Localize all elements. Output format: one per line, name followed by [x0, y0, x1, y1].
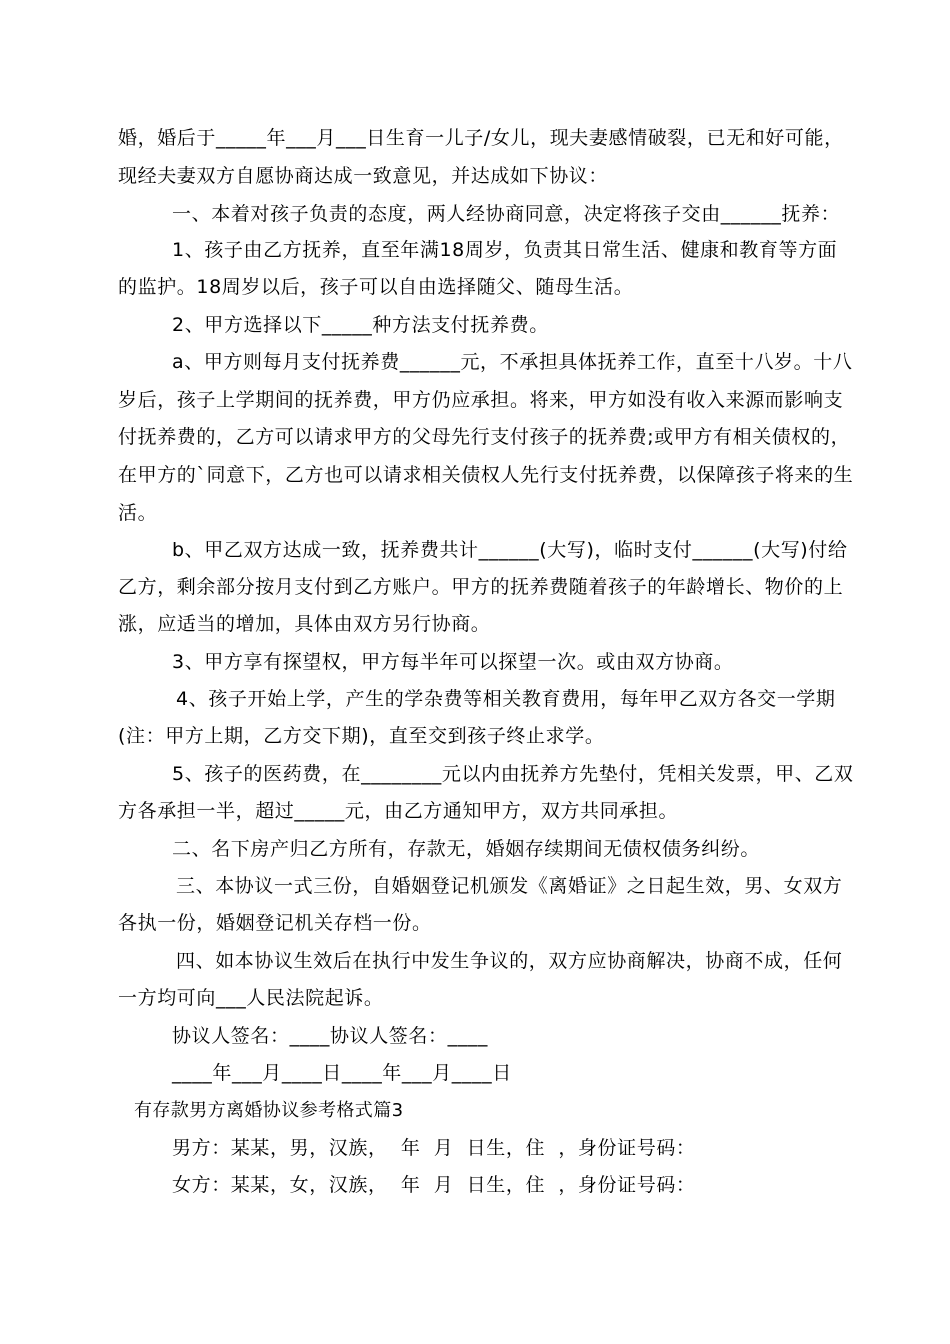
paragraph-line: 三、本协议一式三份，自婚姻登记机颁发《离婚证》之日起生效，男、女双方	[176, 875, 843, 897]
section-heading: 有存款男方离婚协议参考格式篇3	[134, 1100, 404, 1121]
paragraph-line: 现经夫妻双方自愿协商达成一致意见，并达成如下协议：	[118, 165, 609, 187]
paragraph-line: 1、孩子由乙方抚养，直至年满18周岁，负责其日常生活、健康和教育等方面	[172, 239, 838, 261]
paragraph-line: 付抚养费的，乙方可以请求甲方的父母先行支付孩子的抚养费;或甲方有相关债权的，	[118, 426, 851, 448]
paragraph-line: 涨，应适当的增加，具体由双方另行协商。	[118, 613, 491, 635]
paragraph-line: 各执一份，婚姻登记机关存档一份。	[118, 912, 432, 934]
party-line-female: 女方：某某，女，汉族， 年 月 日生，住 ，身份证号码：	[172, 1174, 696, 1196]
paragraph-line: (注：甲方上期，乙方交下期)，直至交到孩子终止求学。	[118, 725, 605, 747]
paragraph-line: 四、如本协议生效后在执行中发生争议的，双方应协商解决，协商不成，任何	[176, 950, 843, 972]
paragraph-line: 的监护。18周岁以后，孩子可以自由选择随父、随母生活。	[118, 276, 634, 298]
paragraph-line: 在甲方的`同意下，乙方也可以请求相关债权人先行支付抚养费，以保障孩子将来的生	[118, 464, 854, 486]
paragraph-line: 方各承担一半，超过_____元，由乙方通知甲方，双方共同承担。	[118, 800, 679, 822]
date-line: ____年___月____日____年___月____日	[172, 1062, 512, 1084]
paragraph-line: 婚，婚后于_____年___月___日生育一儿子/女儿，现夫妻感情破裂，已无和好可能，	[118, 127, 844, 149]
paragraph-line: 岁后，孩子上学期间的抚养费，甲方仍应承担。将来，甲方如没有收入来源而影响支	[118, 389, 844, 411]
paragraph-line: b、甲乙双方达成一致，抚养费共计______(大写)，临时支付______(大写)付给	[172, 539, 848, 561]
paragraph-line: 3、甲方享有探望权，甲方每半年可以探望一次。或由双方协商。	[172, 651, 734, 673]
paragraph-line: 4、孩子开始上学，产生的学杂费等相关教育费用，每年甲乙双方各交一学期	[176, 688, 836, 710]
paragraph-line: 2、甲方选择以下_____种方法支付抚养费。	[172, 314, 549, 336]
signature-line: 协议人签名：____协议人签名：____	[172, 1025, 489, 1047]
party-line-male: 男方：某某，男，汉族， 年 月 日生，住 ，身份证号码：	[172, 1137, 696, 1159]
paragraph-line: 乙方，剩余部分按月支付到乙方账户。甲方的抚养费随着孩子的年龄增长、物价的上	[118, 576, 844, 598]
paragraph-line: 一方均可向___人民法院起诉。	[118, 987, 384, 1009]
paragraph-line: a、甲方则每月支付抚养费______元，不承担具体抚养工作，直至十八岁。十八	[172, 351, 853, 373]
paragraph-line: 一、本着对孩子负责的态度，两人经协商同意，决定将孩子交由______抚养：	[172, 203, 841, 225]
paragraph-line: 二、名下房产归乙方所有，存款无，婚姻存续期间无债权债务纠纷。	[172, 838, 761, 860]
paragraph-line: 活。	[118, 502, 158, 524]
paragraph-line: 5、孩子的医药费，在________元以内由抚养方先垫付，凭相关发票，甲、乙双	[172, 763, 854, 785]
